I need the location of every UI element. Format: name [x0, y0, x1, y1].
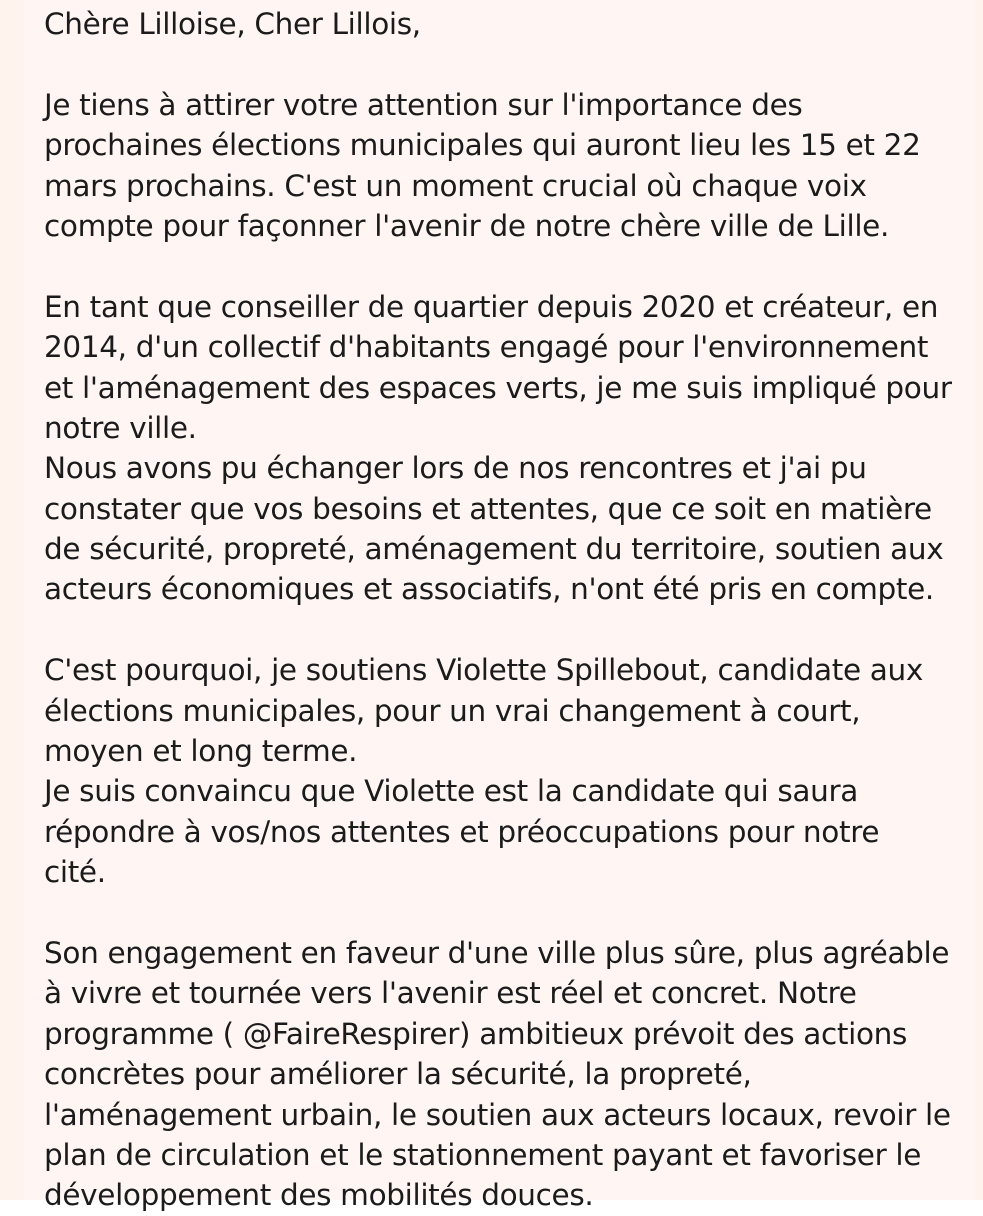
text-line: répondre à vos/nos attentes et préoccupations pour notre [44, 814, 880, 849]
greeting-paragraph [44, 4, 964, 44]
paragraph-elections [44, 85, 964, 247]
paragraph-program [44, 933, 964, 1216]
text-line: En tant que conseiller de quartier depuis 2020 et créateur, en [44, 289, 939, 324]
text-line: développement des mobilités douces. [44, 1178, 594, 1213]
text-line: compte pour façonner l'avenir de notre chère ville de Lille. [44, 208, 889, 243]
paragraph-engagement [44, 287, 964, 449]
text-line: Je suis convaincu que Violette est la candidate qui saura [44, 774, 858, 809]
text-line: mars prochains. C'est un moment crucial où chaque voix [44, 168, 867, 203]
paragraph-support [44, 650, 964, 771]
paragraph-meetings [44, 448, 964, 610]
text-line: acteurs économiques et associatifs, n'ont été pris en compte. [44, 572, 934, 607]
text-line: plan de circulation et le stationnement payant et favoriser le [44, 1137, 922, 1172]
text-line: C'est pourquoi, je soutiens Violette Spillebout, candidate aux [44, 653, 923, 688]
paragraph-conviction [44, 771, 964, 892]
text-line: programme ( @FaireRespirer) ambitieux prévoit des actions [44, 1016, 908, 1051]
text-line: et l'aménagement des espaces verts, je me suis impliqué pour [44, 370, 952, 405]
letter-page [24, 0, 975, 1213]
text-line: notre ville. [44, 410, 197, 445]
greeting-line: Chère Lilloise, Cher Lillois, [44, 7, 421, 41]
text-line: moyen et long terme. [44, 734, 358, 769]
text-line: constater que vos besoins et attentes, que ce soit en matière [44, 491, 932, 526]
text-line: Je tiens à attirer votre attention sur l'importance des [44, 87, 803, 122]
text-line: Nous avons pu échanger lors de nos rencontres et j'ai pu [44, 451, 867, 486]
text-line: cité. [44, 855, 106, 890]
letter-body [44, 4, 964, 1216]
text-line: de sécurité, propreté, aménagement du territoire, soutien aux [44, 532, 944, 567]
left-margin-strip [0, 0, 24, 1200]
right-margin-strip [975, 0, 983, 1200]
text-line: Son engagement en faveur d'une ville plus sûre, plus agréable [44, 935, 950, 970]
text-line: 2014, d'un collectif d'habitants engagé pour l'environnement [44, 330, 929, 365]
text-line: l'aménagement urbain, le soutien aux acteurs locaux, revoir le [44, 1097, 951, 1132]
text-line: prochaines élections municipales qui auront lieu les 15 et 22 [44, 128, 921, 163]
text-line: concrètes pour améliorer la sécurité, la propreté, [44, 1057, 752, 1092]
text-line: élections municipales, pour un vrai changement à court, [44, 693, 861, 728]
text-line: à vivre et tournée vers l'avenir est réel et concret. Notre [44, 976, 857, 1011]
